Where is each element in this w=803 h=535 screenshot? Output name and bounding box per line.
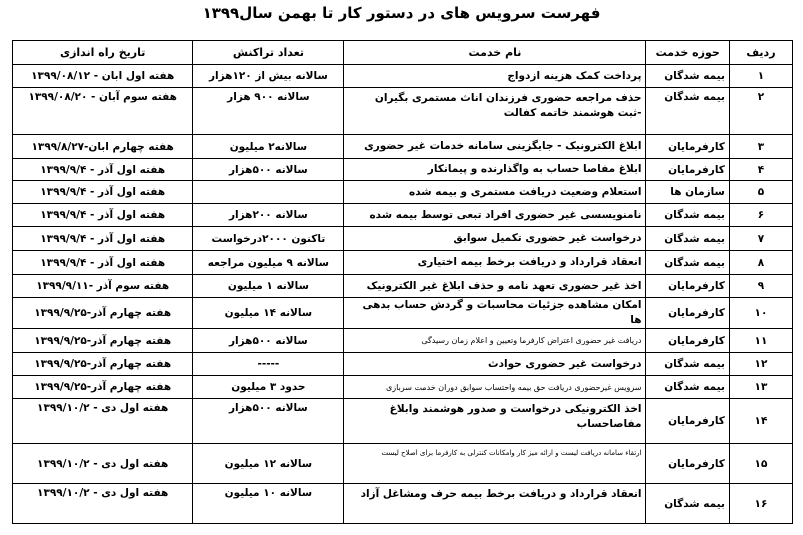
row-number: ۴	[729, 159, 792, 181]
transaction-count: سالانه ۵۰۰هزار	[193, 159, 344, 181]
service-name: دریافت غیر حضوری اعتراض کارفرما وتعیین و اعلام زمان رسیدگی	[344, 329, 646, 353]
row-number: ۸	[729, 251, 792, 275]
table-row	[13, 275, 793, 298]
service-area: بیمه شدگان	[646, 88, 729, 135]
launch-date: هفته اول آذر - ۱۳۹۹/۹/۴	[13, 227, 193, 251]
transaction-count: سالانه ۹۰۰ هزار	[193, 88, 344, 135]
service-name: ارتقاء سامانه دریافت لیست و ارائه میز کار وامکانات کنترلی به کارفرما برای اصلاح لیست	[344, 444, 646, 484]
header-service-area: حوزه خدمت	[646, 41, 729, 65]
transaction-count: سالانه ۲۰۰هزار	[193, 204, 344, 227]
transaction-count: سالانه ۱۰ میلیون	[193, 484, 344, 524]
table-row	[13, 181, 793, 204]
service-area: سازمان ها	[646, 181, 729, 204]
table-row	[13, 353, 793, 376]
service-name: اخذ غیر حضوری تعهد نامه و حذف ابلاغ غیر الکترونیک	[344, 275, 646, 298]
launch-date: هفته چهارم ابان-۱۳۹۹/۸/۲۷	[13, 135, 193, 159]
table-row	[13, 376, 793, 399]
row-number: ۷	[729, 227, 792, 251]
service-area: کارفرمایان	[646, 329, 729, 353]
launch-date: هفته چهارم آذر-۱۳۹۹/۹/۲۵	[13, 329, 193, 353]
service-area: بیمه شدگان	[646, 484, 729, 524]
transaction-count: تاکنون ۲۰۰۰درخواست	[193, 227, 344, 251]
launch-date: هفته اول آذر - ۱۳۹۹/۹/۴	[13, 251, 193, 275]
row-number: ۱۲	[729, 353, 792, 376]
transaction-count: سالانه بیش از ۱۲۰هزار	[193, 65, 344, 88]
transaction-count: سالانه ۱۴ میلیون	[193, 298, 344, 329]
row-number: ۱۳	[729, 376, 792, 399]
row-number: ۵	[729, 181, 792, 204]
row-number: ۱۰	[729, 298, 792, 329]
launch-date: هفته سوم آبان - ۱۳۹۹/۰۸/۲۰	[13, 88, 193, 135]
transaction-count: سالانه۲ میلیون	[193, 135, 344, 159]
service-area: بیمه شدگان	[646, 353, 729, 376]
service-name: درخواست غیر حضوری حوادث	[344, 353, 646, 376]
service-area: کارفرمایان	[646, 159, 729, 181]
row-number: ۶	[729, 204, 792, 227]
table-row	[13, 227, 793, 251]
service-name: امکان مشاهده جزئیات محاسبات و گردش حساب بدهی ها	[344, 298, 646, 329]
service-area: کارفرمایان	[646, 298, 729, 329]
transaction-count: سالانه ۵۰۰هزار	[193, 399, 344, 444]
row-number: ۱۶	[729, 484, 792, 524]
row-number: ۹	[729, 275, 792, 298]
service-name: درخواست غیر حضوری تکمیل سوابق	[344, 227, 646, 251]
service-area: کارفرمایان	[646, 444, 729, 484]
service-area: بیمه شدگان	[646, 376, 729, 399]
service-name: ابلاغ مفاصا حساب به واگذارنده و پیمانکار	[344, 159, 646, 181]
transaction-count: سالانه ۵۰۰هزار	[193, 329, 344, 353]
service-area: بیمه شدگان	[646, 251, 729, 275]
service-area: بیمه شدگان	[646, 227, 729, 251]
row-number: ۳	[729, 135, 792, 159]
transaction-count: -----	[193, 353, 344, 376]
table-row	[13, 444, 793, 484]
table-row	[13, 329, 793, 353]
launch-date: هفته اول آذر - ۱۳۹۹/۹/۴	[13, 181, 193, 204]
table-row	[13, 251, 793, 275]
service-name: اخذ الکترونیکی درخواست و صدور هوشمند وابلاغ مفاصاحساب	[344, 399, 646, 444]
table-row	[13, 159, 793, 181]
row-number: ۱۱	[729, 329, 792, 353]
transaction-count: سالانه ۹ میلیون مراجعه	[193, 251, 344, 275]
header-row-number: ردیف	[729, 41, 792, 65]
launch-date: هفته اول ابان - ۱۳۹۹/۰۸/۱۲	[13, 65, 193, 88]
service-name: سرویس غیرحضوری دریافت حق بیمه واحتساب سوابق دوران خدمت سربازی	[344, 376, 646, 399]
service-name: پرداخت کمک هزینه ازدواج	[344, 65, 646, 88]
row-number: ۱۵	[729, 444, 792, 484]
launch-date: هفته اول دی - ۱۳۹۹/۱۰/۲	[13, 399, 193, 444]
transaction-count: سالانه ۱ میلیون	[193, 275, 344, 298]
header-service-name: نام خدمت	[344, 41, 646, 65]
row-number: ۲	[729, 88, 792, 135]
services-table	[12, 40, 793, 524]
transaction-count: حدود ۳ میلیون	[193, 376, 344, 399]
launch-date: هفته چهارم آذر-۱۳۹۹/۹/۲۵	[13, 353, 193, 376]
table-row	[13, 135, 793, 159]
transaction-count: سالانه ۱۲ میلیون	[193, 444, 344, 484]
launch-date: هفته چهارم آذر-۱۳۹۹/۹/۲۵	[13, 298, 193, 329]
table-row	[13, 65, 793, 88]
service-area: بیمه شدگان	[646, 65, 729, 88]
transaction-count	[193, 181, 344, 204]
row-number: ۱۴	[729, 399, 792, 444]
service-name: استعلام وضعیت دریافت مستمری و بیمه شده	[344, 181, 646, 204]
launch-date: هفته سوم آذر -۱۳۹۹/۹/۱۱	[13, 275, 193, 298]
service-name: ابلاغ الکترونیک - جایگزینی سامانه خدمات غیر حضوری	[344, 135, 646, 159]
launch-date: هفته اول دی - ۱۳۹۹/۱۰/۲	[13, 484, 193, 524]
header-launch-date: تاریخ راه اندازی	[13, 41, 193, 65]
service-area: کارفرمایان	[646, 399, 729, 444]
table-row	[13, 298, 793, 329]
service-name: حذف مراجعه حضوری فرزندان اناث مستمری بگیران -ثبت هوشمند خاتمه کفالت	[344, 88, 646, 135]
launch-date: هفته چهارم آذر-۱۳۹۹/۹/۲۵	[13, 376, 193, 399]
page-title: فهرست سرویس های در دستور کار تا بهمن سال۱۳۹۹	[202, 4, 601, 22]
table-row	[13, 204, 793, 227]
service-name: نامنویسسی غیر حضوری افراد تبعی توسط بیمه شده	[344, 204, 646, 227]
launch-date: هفته اول آذر - ۱۳۹۹/۹/۴	[13, 204, 193, 227]
table-header-row	[13, 41, 793, 65]
table-row	[13, 399, 793, 444]
service-name: انعقاد قرارداد و دریافت برخط بیمه حرف ومشاغل آزاد	[344, 484, 646, 524]
row-number: ۱	[729, 65, 792, 88]
service-name: انعقاد قرارداد و دریافت برخط بیمه اختیاری	[344, 251, 646, 275]
table-row	[13, 88, 793, 135]
service-area: بیمه شدگان	[646, 204, 729, 227]
launch-date: هفته اول آذر - ۱۳۹۹/۹/۴	[13, 159, 193, 181]
launch-date: هفته اول دی - ۱۳۹۹/۱۰/۲	[13, 444, 193, 484]
table-row	[13, 484, 793, 524]
service-area: کارفرمایان	[646, 135, 729, 159]
header-transaction-count: تعداد تراکنش	[193, 41, 344, 65]
service-area: کارفرمایان	[646, 275, 729, 298]
